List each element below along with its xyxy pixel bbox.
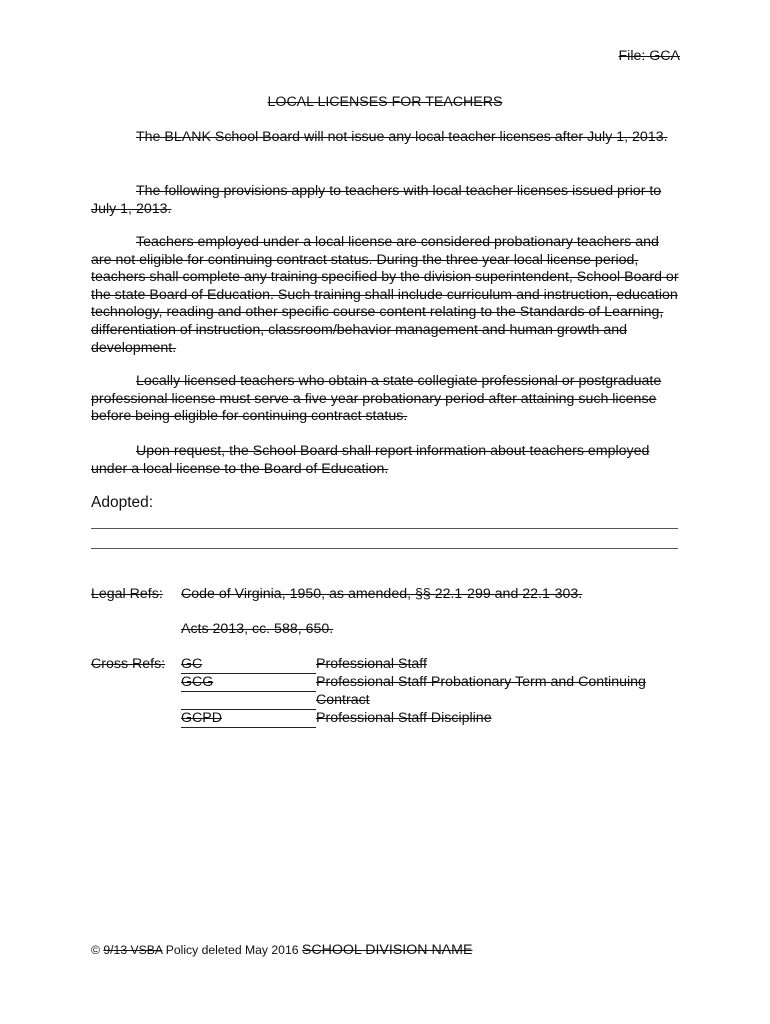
- cross-refs-label: Cross Refs:: [91, 656, 166, 672]
- cross-ref-title: Professional Staff Discipline: [316, 710, 492, 726]
- footer-vsba: 9/13 VSBA: [103, 943, 163, 957]
- footer-school-name: SCHOOL DIVISION NAME: [301, 942, 473, 958]
- cross-ref-code: GCPD: [181, 710, 316, 728]
- cross-ref-code: GCG: [181, 674, 316, 692]
- paragraph-3: Teachers employed under a local license are considered probationary teachers and are not eligible for continuing contract status. During the three year local license period, teachers shall complete any training specified by the division superintendent, School Board or the state Board of Education. Such training shall include curriculum and instruction, education technology, reading and other specific course content relating to the Standards of Learning, differentiation of instruction, classroom/behavior management and human growth and development.: [91, 234, 679, 356]
- legal-refs-label: Legal Refs:: [91, 586, 163, 602]
- footer: [91, 942, 472, 958]
- signature-line: [91, 528, 678, 529]
- legal-refs-code: Code of Virginia, 1950, as amended, §§ 22.1-299 and 22.1-303.: [181, 586, 583, 602]
- paragraph-2: The following provisions apply to teachers with local teacher licenses issued prior to July 1, 2013.: [91, 183, 662, 217]
- cross-ref-title: Professional Staff Probationary Term and Continuing Contract: [316, 674, 646, 708]
- cross-ref-title: Professional Staff: [316, 656, 427, 672]
- paragraph-5: Upon request, the School Board shall report information about teachers employed under a local license to the Board of Education.: [91, 443, 650, 477]
- copyright-symbol: ©: [91, 943, 104, 957]
- page-title: LOCAL LICENSES FOR TEACHERS: [267, 94, 503, 110]
- signature-line: [91, 548, 678, 549]
- cross-ref-code-underline: [181, 692, 316, 710]
- cross-ref-code: GC: [181, 656, 316, 674]
- paragraph-4: Locally licensed teachers who obtain a state collegiate professional or postgraduate professional license must serve a five year probationary period after attaining such license before being eligible for continuing contract status.: [91, 373, 662, 425]
- footer-policy-note: Policy deleted May 2016: [162, 943, 302, 957]
- legal-refs-acts: Acts 2013, cc. 588, 650.: [181, 621, 334, 637]
- file-label: File: GCA: [618, 48, 680, 64]
- paragraph-1: The BLANK School Board will not issue any local teacher licenses after July 1, 2013.: [136, 129, 668, 145]
- adopted-label: Adopted:: [91, 494, 154, 511]
